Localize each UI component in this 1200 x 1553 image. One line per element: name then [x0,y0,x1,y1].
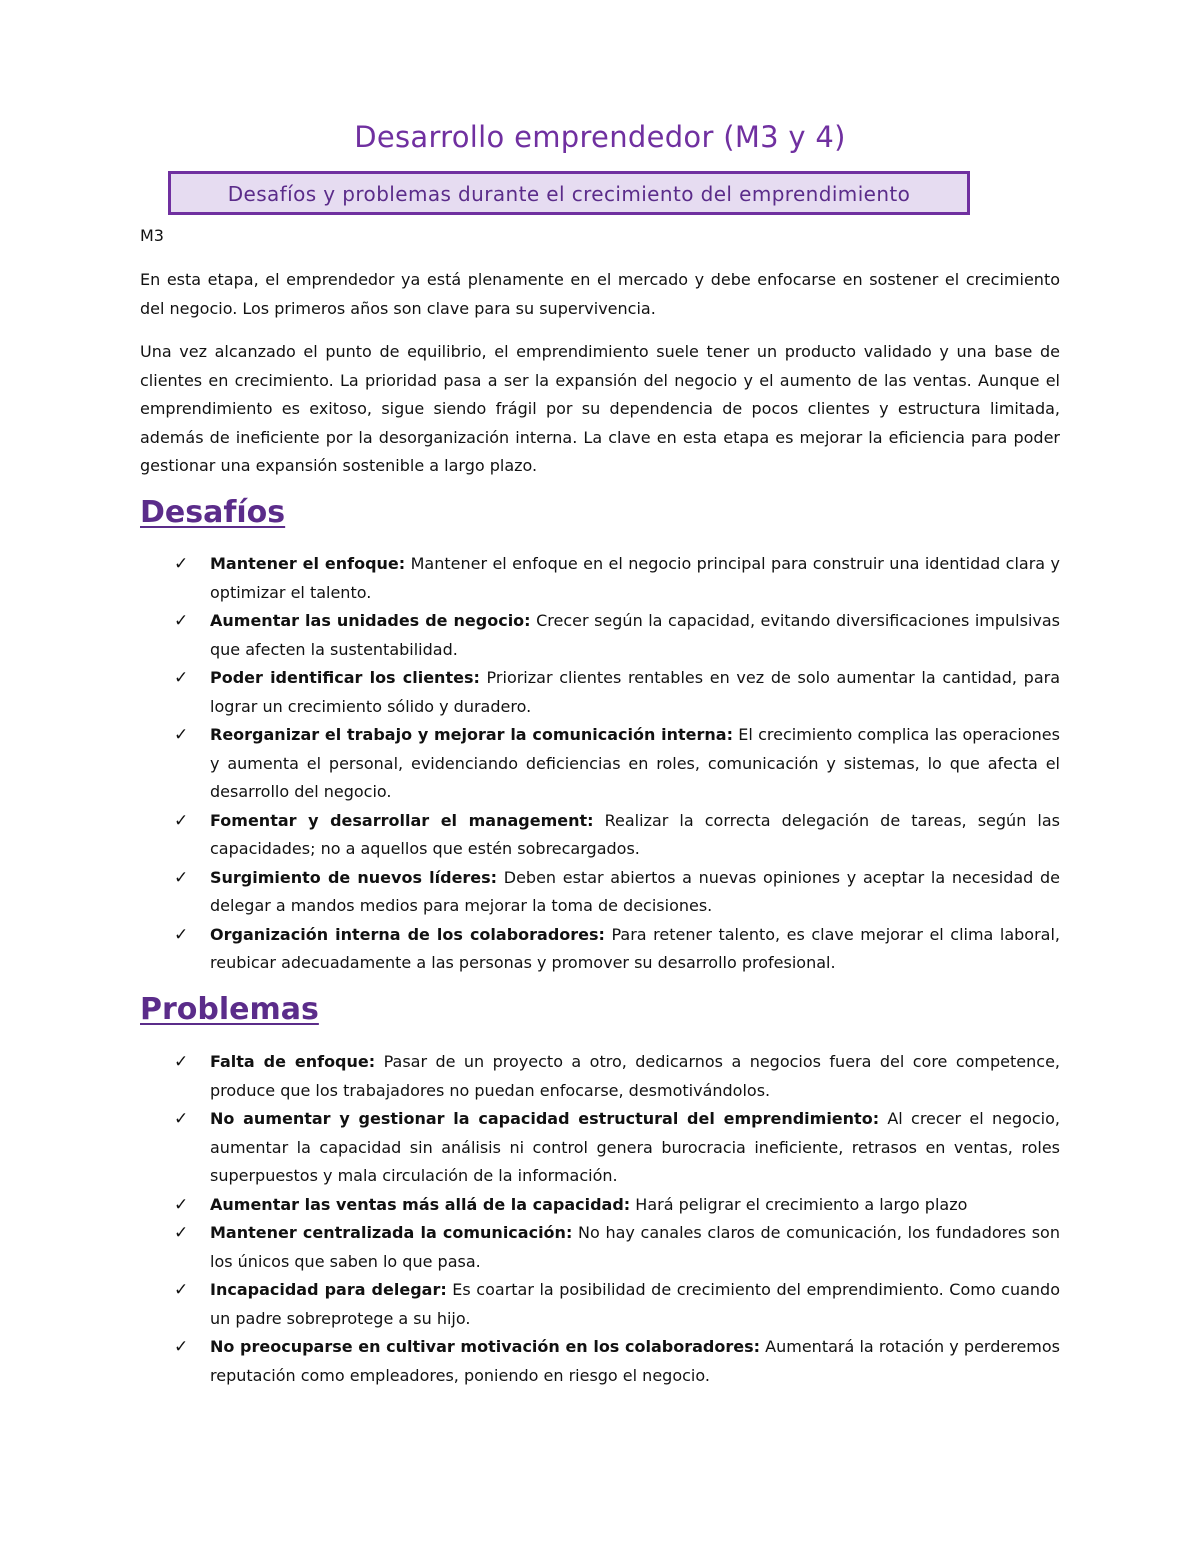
checkmark-icon: ✓ [174,1052,189,1072]
checkmark-icon: ✓ [174,1194,189,1215]
item-title: Fomentar y desarrollar el management: [210,810,594,830]
list-item [140,1105,1060,1191]
item-title: Aumentar las unidades de negocio: [210,611,531,630]
checkmark-icon: ✓ [174,668,189,688]
checkmark-icon: ✓ [174,1337,189,1357]
checkmark-icon: ✓ [174,867,189,888]
item-title: Incapacidad para delegar: [210,1280,447,1299]
list-item [140,664,1060,721]
list-item [140,721,1060,807]
item-title: Mantener el enfoque: [210,554,406,573]
item-text: Mantener el enfoque en el negocio principal para construir una identidad clara y optimizar el talento. [210,554,1060,602]
item-title: Poder identificar los clientes: [210,668,480,687]
item-text: No hay canales claros de comunicación, los fundadores son los únicos que saben lo que pasa. [210,1223,1060,1271]
checkmark-icon: ✓ [174,1109,189,1129]
subtitle-text: Desafíos y problemas durante el crecimiento del emprendimiento [227,182,911,206]
checkmark-icon: ✓ [174,554,189,574]
list-item [140,921,1060,978]
list-item [140,1276,1060,1333]
item-title: Falta de enfoque: [210,1052,376,1071]
item-title: No preocuparse en cultivar motivación en los colaboradores: [210,1337,760,1356]
item-text: Crecer según la capacidad, evitando diversificaciones impulsivas que afecten la sustentabilidad. [210,611,1060,659]
checkmark-icon: ✓ [174,725,189,745]
item-text: Al crecer el negocio, aumentar la capacidad sin análisis ni control genera burocracia ineficiente, retrasos en ventas, roles superpuestos y mala circulación de la información. [210,1109,1060,1185]
item-text: Priorizar clientes rentables en vez de solo aumentar la cantidad, para lograr un crecimiento sólido y duradero. [210,668,1061,716]
item-text: Hará peligrar el crecimiento a largo plazo [630,1194,968,1214]
document-title: Desarrollo emprendedor (M3 y 4) [354,120,846,154]
item-text: Realizar la correcta delegación de tareas, según las capacidades; no a aquellos que estén sobrecargados. [210,810,1061,858]
checkmark-icon: ✓ [174,924,189,945]
item-title: Surgimiento de nuevos líderes: [210,867,498,887]
checkmark-icon: ✓ [174,611,189,631]
item-title: Mantener centralizada la comunicación: [210,1223,573,1242]
item-title: Reorganizar el trabajo y mejorar la comunicación interna: [210,725,733,744]
list-item [140,550,1060,607]
list-item [140,1191,1060,1220]
subtitle-box [168,171,970,215]
list-item [140,1219,1060,1276]
desafios-heading: Desafíos [140,495,286,530]
intro-paragraph-1: En esta etapa, el emprendedor ya está plenamente en el mercado y debe enfocarse en sostener el crecimiento del negocio. Los primeros años son clave para su supervivencia. [140,270,1060,318]
item-text: El crecimiento complica las operaciones y aumenta el personal, evidenciando deficiencias en roles, comunicación y sistemas, lo que afecta el desarrollo del negocio. [210,725,1060,801]
item-text: Deben estar abiertos a nuevas opiniones y aceptar la necesidad de delegar a mandos medios para mejorar la toma de decisiones. [210,867,1061,915]
checkmark-icon: ✓ [174,1223,189,1243]
module-label: M3 [140,226,164,245]
item-title: Aumentar las ventas más allá de la capacidad: [210,1194,631,1214]
item-text: Para retener talento, es clave mejorar el clima laboral, reubicar adecuadamente a las personas y promover su desarrollo profesional. [210,924,1061,972]
problemas-list [140,1048,1060,1390]
checkmark-icon: ✓ [174,810,189,831]
item-title: No aumentar y gestionar la capacidad estructural del emprendimiento: [210,1109,880,1128]
desafios-list [140,550,1060,978]
list-item [140,864,1060,921]
list-item [140,1048,1060,1105]
list-item [140,607,1060,664]
item-text: Pasar de un proyecto a otro, dedicarnos a negocios fuera del core competence, produce que los trabajadores no puedan enfocarse, desmotivándolos. [210,1052,1060,1100]
problemas-heading: Problemas [140,992,319,1027]
intro-paragraph-2: Una vez alcanzado el punto de equilibrio, el emprendimiento suele tener un producto validado y una base de clientes en crecimiento. La prioridad pasa a ser la expansión del negocio y el aumento de las ventas. Aunque el emprendimiento es exitoso, sigue siendo frágil por su dependencia de pocos clientes y estructura limitada, además de ineficiente por la desorganización interna. La clave en esta etapa es mejorar la eficiencia para poder gestionar una expansión sostenible a largo plazo. [140,342,1060,475]
checkmark-icon: ✓ [174,1280,189,1300]
item-text: Aumentará la rotación y perderemos reputación como empleadores, poniendo en riesgo el negocio. [210,1337,1061,1385]
item-text: Es coartar la posibilidad de crecimiento del emprendimiento. Como cuando un padre sobreprotege a su hijo. [210,1280,1061,1328]
item-title: Organización interna de los colaboradores: [210,924,605,944]
list-item [140,807,1060,864]
list-item [140,1333,1060,1390]
